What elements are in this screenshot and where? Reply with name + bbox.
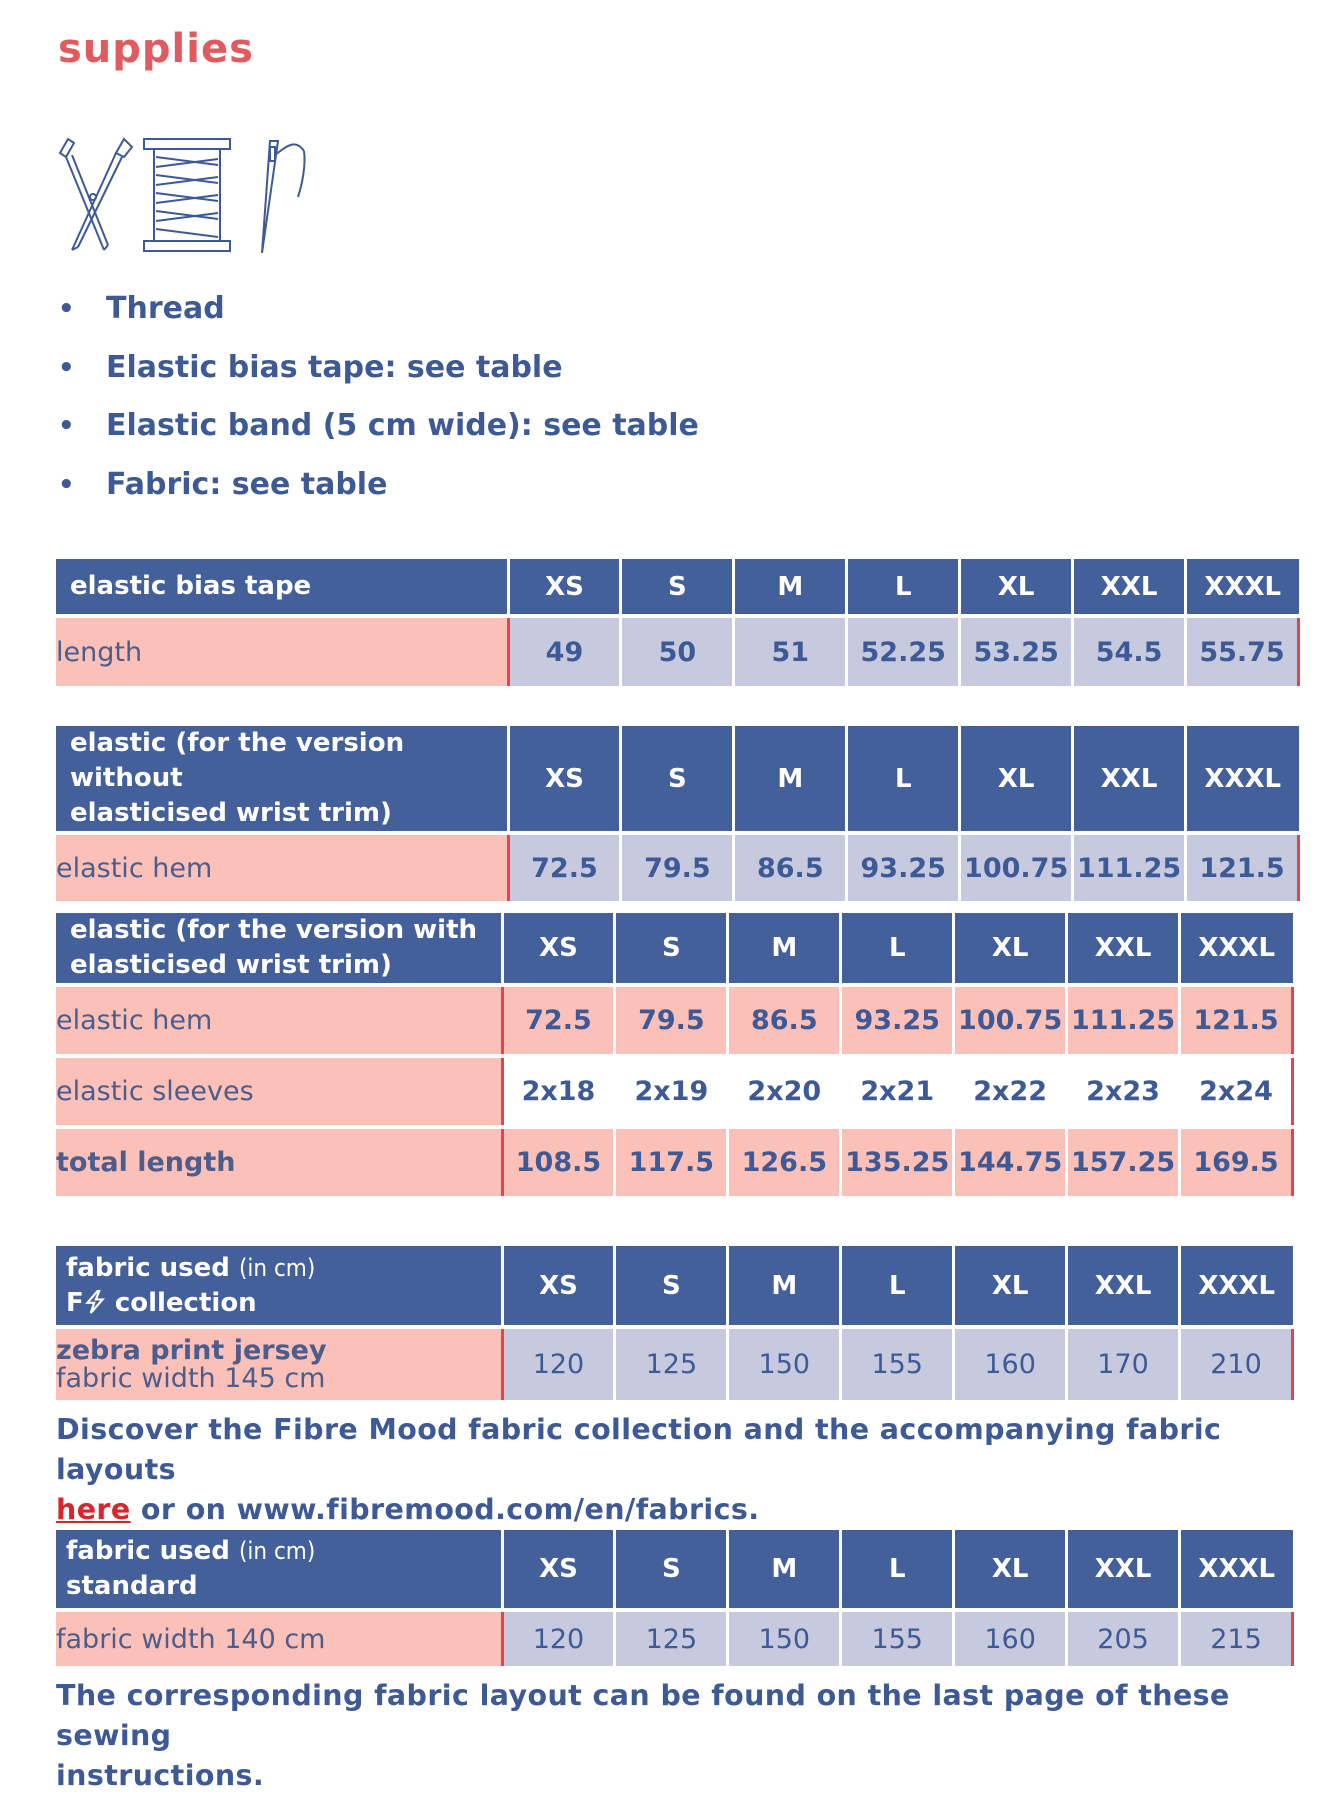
size-header: M <box>734 559 847 616</box>
table-cell: 79.5 <box>621 833 734 901</box>
size-header: XXL <box>1073 559 1186 616</box>
supply-icons <box>58 135 348 255</box>
table-row <box>56 616 1299 686</box>
table-cell: 111.25 <box>1073 833 1186 901</box>
size-header: XXL <box>1073 726 1186 833</box>
table-cell: 51 <box>734 616 847 686</box>
elastic-bias-tape-table <box>56 559 1300 686</box>
table-cell: 2x24 <box>1180 1056 1293 1127</box>
size-header: M <box>728 913 841 985</box>
header-unit: (in cm) <box>238 1537 316 1565</box>
header-line: elasticised wrist trim) <box>70 798 392 828</box>
size-header: XS <box>502 1246 615 1327</box>
size-header: XL <box>960 726 1073 833</box>
table-cell: 2x22 <box>954 1056 1067 1127</box>
list-item: • Elastic band (5 cm wide): see table <box>58 399 699 458</box>
note-line: Discover the Fibre Mood fabric collection and the accompanying fabric layouts <box>56 1413 1222 1486</box>
size-header: XS <box>502 1530 615 1610</box>
size-header: S <box>615 913 728 985</box>
size-header: M <box>728 1530 841 1610</box>
table-cell: 108.5 <box>502 1127 615 1196</box>
table-header-label <box>56 726 508 833</box>
table-cell: 150 <box>728 1327 841 1400</box>
size-header: XS <box>502 913 615 985</box>
fabric-standard-table <box>56 1530 1294 1666</box>
table-cell: 100.75 <box>960 833 1073 901</box>
header-unit: (in cm) <box>238 1253 316 1282</box>
table-cell: 72.5 <box>508 833 621 901</box>
table-cell: 2x18 <box>502 1056 615 1127</box>
note-line: The corresponding fabric layout can be found on the last page of these sewing <box>56 1679 1230 1752</box>
size-header: XL <box>954 1246 1067 1327</box>
table-cell: 210 <box>1180 1327 1293 1400</box>
table-row <box>56 1610 1293 1666</box>
table-row <box>56 1056 1293 1127</box>
table-cell: 2x19 <box>615 1056 728 1127</box>
table-cell: 155 <box>841 1610 954 1666</box>
needle-icon <box>262 141 305 253</box>
table-cell: 121.5 <box>1186 833 1299 901</box>
table-cell: 155 <box>841 1327 954 1400</box>
header-line: elastic (for the version without <box>70 728 405 793</box>
row-label: total length <box>56 1127 502 1196</box>
note-line: or on www.fibremood.com/en/fabrics. <box>130 1493 760 1526</box>
header-line: fabric used <box>66 1252 230 1283</box>
size-header: XXXL <box>1180 1530 1293 1610</box>
table-cell: 170 <box>1067 1327 1180 1400</box>
table-cell: 2x20 <box>728 1056 841 1127</box>
table-cell: 205 <box>1067 1610 1180 1666</box>
size-header: S <box>615 1530 728 1610</box>
table-cell: 2x23 <box>1067 1056 1180 1127</box>
table-cell: 50 <box>621 616 734 686</box>
note-line: instructions. <box>56 1759 265 1792</box>
header-line: elasticised wrist trim) <box>70 950 392 980</box>
size-header: S <box>621 559 734 616</box>
table-cell: 120 <box>502 1327 615 1400</box>
table-cell: 100.75 <box>954 985 1067 1056</box>
supplies-list <box>58 282 699 516</box>
row-label: elastic sleeves <box>56 1056 502 1127</box>
table-row <box>56 1327 1293 1400</box>
table-cell: 2x21 <box>841 1056 954 1127</box>
fibre-mood-logo: F <box>66 1288 115 1318</box>
size-header: L <box>841 1246 954 1327</box>
table-cell: 52.25 <box>847 616 960 686</box>
table-cell: 111.25 <box>1067 985 1180 1056</box>
table-cell: 117.5 <box>615 1127 728 1196</box>
header-line: elastic (for the version with <box>70 915 478 945</box>
fabric-collection-note <box>56 1410 1344 1530</box>
size-header: L <box>841 1530 954 1610</box>
thread-spool-icon <box>144 139 230 251</box>
size-header: XL <box>954 913 1067 985</box>
size-header: XXXL <box>1180 913 1293 985</box>
size-header: XXL <box>1067 1246 1180 1327</box>
table-header-label: elastic bias tape <box>56 559 508 616</box>
size-header: S <box>621 726 734 833</box>
table-cell: 144.75 <box>954 1127 1067 1196</box>
size-header: XXL <box>1067 913 1180 985</box>
lightning-bolt-icon <box>84 1288 106 1316</box>
row-label <box>56 1327 502 1400</box>
table-cell: 160 <box>954 1327 1067 1400</box>
size-header: L <box>841 913 954 985</box>
row-label: elastic hem <box>56 985 502 1056</box>
size-header: XL <box>954 1530 1067 1610</box>
scissors-icon <box>60 139 132 250</box>
table-cell: 160 <box>954 1610 1067 1666</box>
header-line: standard <box>66 1571 198 1601</box>
table-cell: 215 <box>1180 1610 1293 1666</box>
elastic-with-trim-table <box>56 913 1294 1196</box>
table-cell: 55.75 <box>1186 616 1299 686</box>
size-header: XS <box>508 726 621 833</box>
list-item: • Fabric: see table <box>58 458 699 517</box>
size-header: XS <box>508 559 621 616</box>
here-link[interactable]: here <box>56 1493 131 1526</box>
table-cell: 150 <box>728 1610 841 1666</box>
table-row <box>56 1127 1293 1196</box>
table-row <box>56 833 1299 901</box>
size-header: M <box>734 726 847 833</box>
elastic-without-trim-table <box>56 726 1300 901</box>
row-label: fabric width 140 cm <box>56 1610 502 1666</box>
fabric-layout-note <box>56 1676 1344 1796</box>
table-cell: 169.5 <box>1180 1127 1293 1196</box>
table-cell: 49 <box>508 616 621 686</box>
table-cell: 157.25 <box>1067 1127 1180 1196</box>
table-cell: 86.5 <box>728 985 841 1056</box>
size-header: XXXL <box>1180 1246 1293 1327</box>
table-cell: 53.25 <box>960 616 1073 686</box>
page-title: supplies <box>58 26 254 72</box>
header-line: fabric used <box>66 1536 230 1566</box>
size-header: XXXL <box>1186 726 1299 833</box>
table-cell: 93.25 <box>847 833 960 901</box>
table-cell: 125 <box>615 1610 728 1666</box>
table-cell: 54.5 <box>1073 616 1186 686</box>
table-cell: 79.5 <box>615 985 728 1056</box>
size-header: S <box>615 1246 728 1327</box>
size-header: XL <box>960 559 1073 616</box>
table-header-label <box>56 913 502 985</box>
table-row <box>56 985 1293 1056</box>
header-line: collection <box>114 1287 257 1318</box>
table-cell: 126.5 <box>728 1127 841 1196</box>
table-cell: 121.5 <box>1180 985 1293 1056</box>
list-item: • Elastic bias tape: see table <box>58 341 699 400</box>
fabric-collection-table <box>56 1246 1294 1400</box>
size-header: XXXL <box>1186 559 1299 616</box>
table-cell: 125 <box>615 1327 728 1400</box>
table-cell: 120 <box>502 1610 615 1666</box>
table-cell: 135.25 <box>841 1127 954 1196</box>
size-header: XXL <box>1067 1530 1180 1610</box>
table-cell: 72.5 <box>502 985 615 1056</box>
row-label: elastic hem <box>56 833 508 901</box>
table-cell: 93.25 <box>841 985 954 1056</box>
table-header-label <box>56 1246 502 1327</box>
size-header: M <box>728 1246 841 1327</box>
size-header: L <box>847 559 960 616</box>
list-item: • Thread <box>58 282 699 341</box>
row-label: length <box>56 616 508 686</box>
fabric-width: fabric width 145 cm <box>56 1362 326 1394</box>
fabric-name: zebra print jersey <box>56 1334 327 1366</box>
size-header: L <box>847 726 960 833</box>
table-header-label <box>56 1530 502 1610</box>
table-cell: 86.5 <box>734 833 847 901</box>
